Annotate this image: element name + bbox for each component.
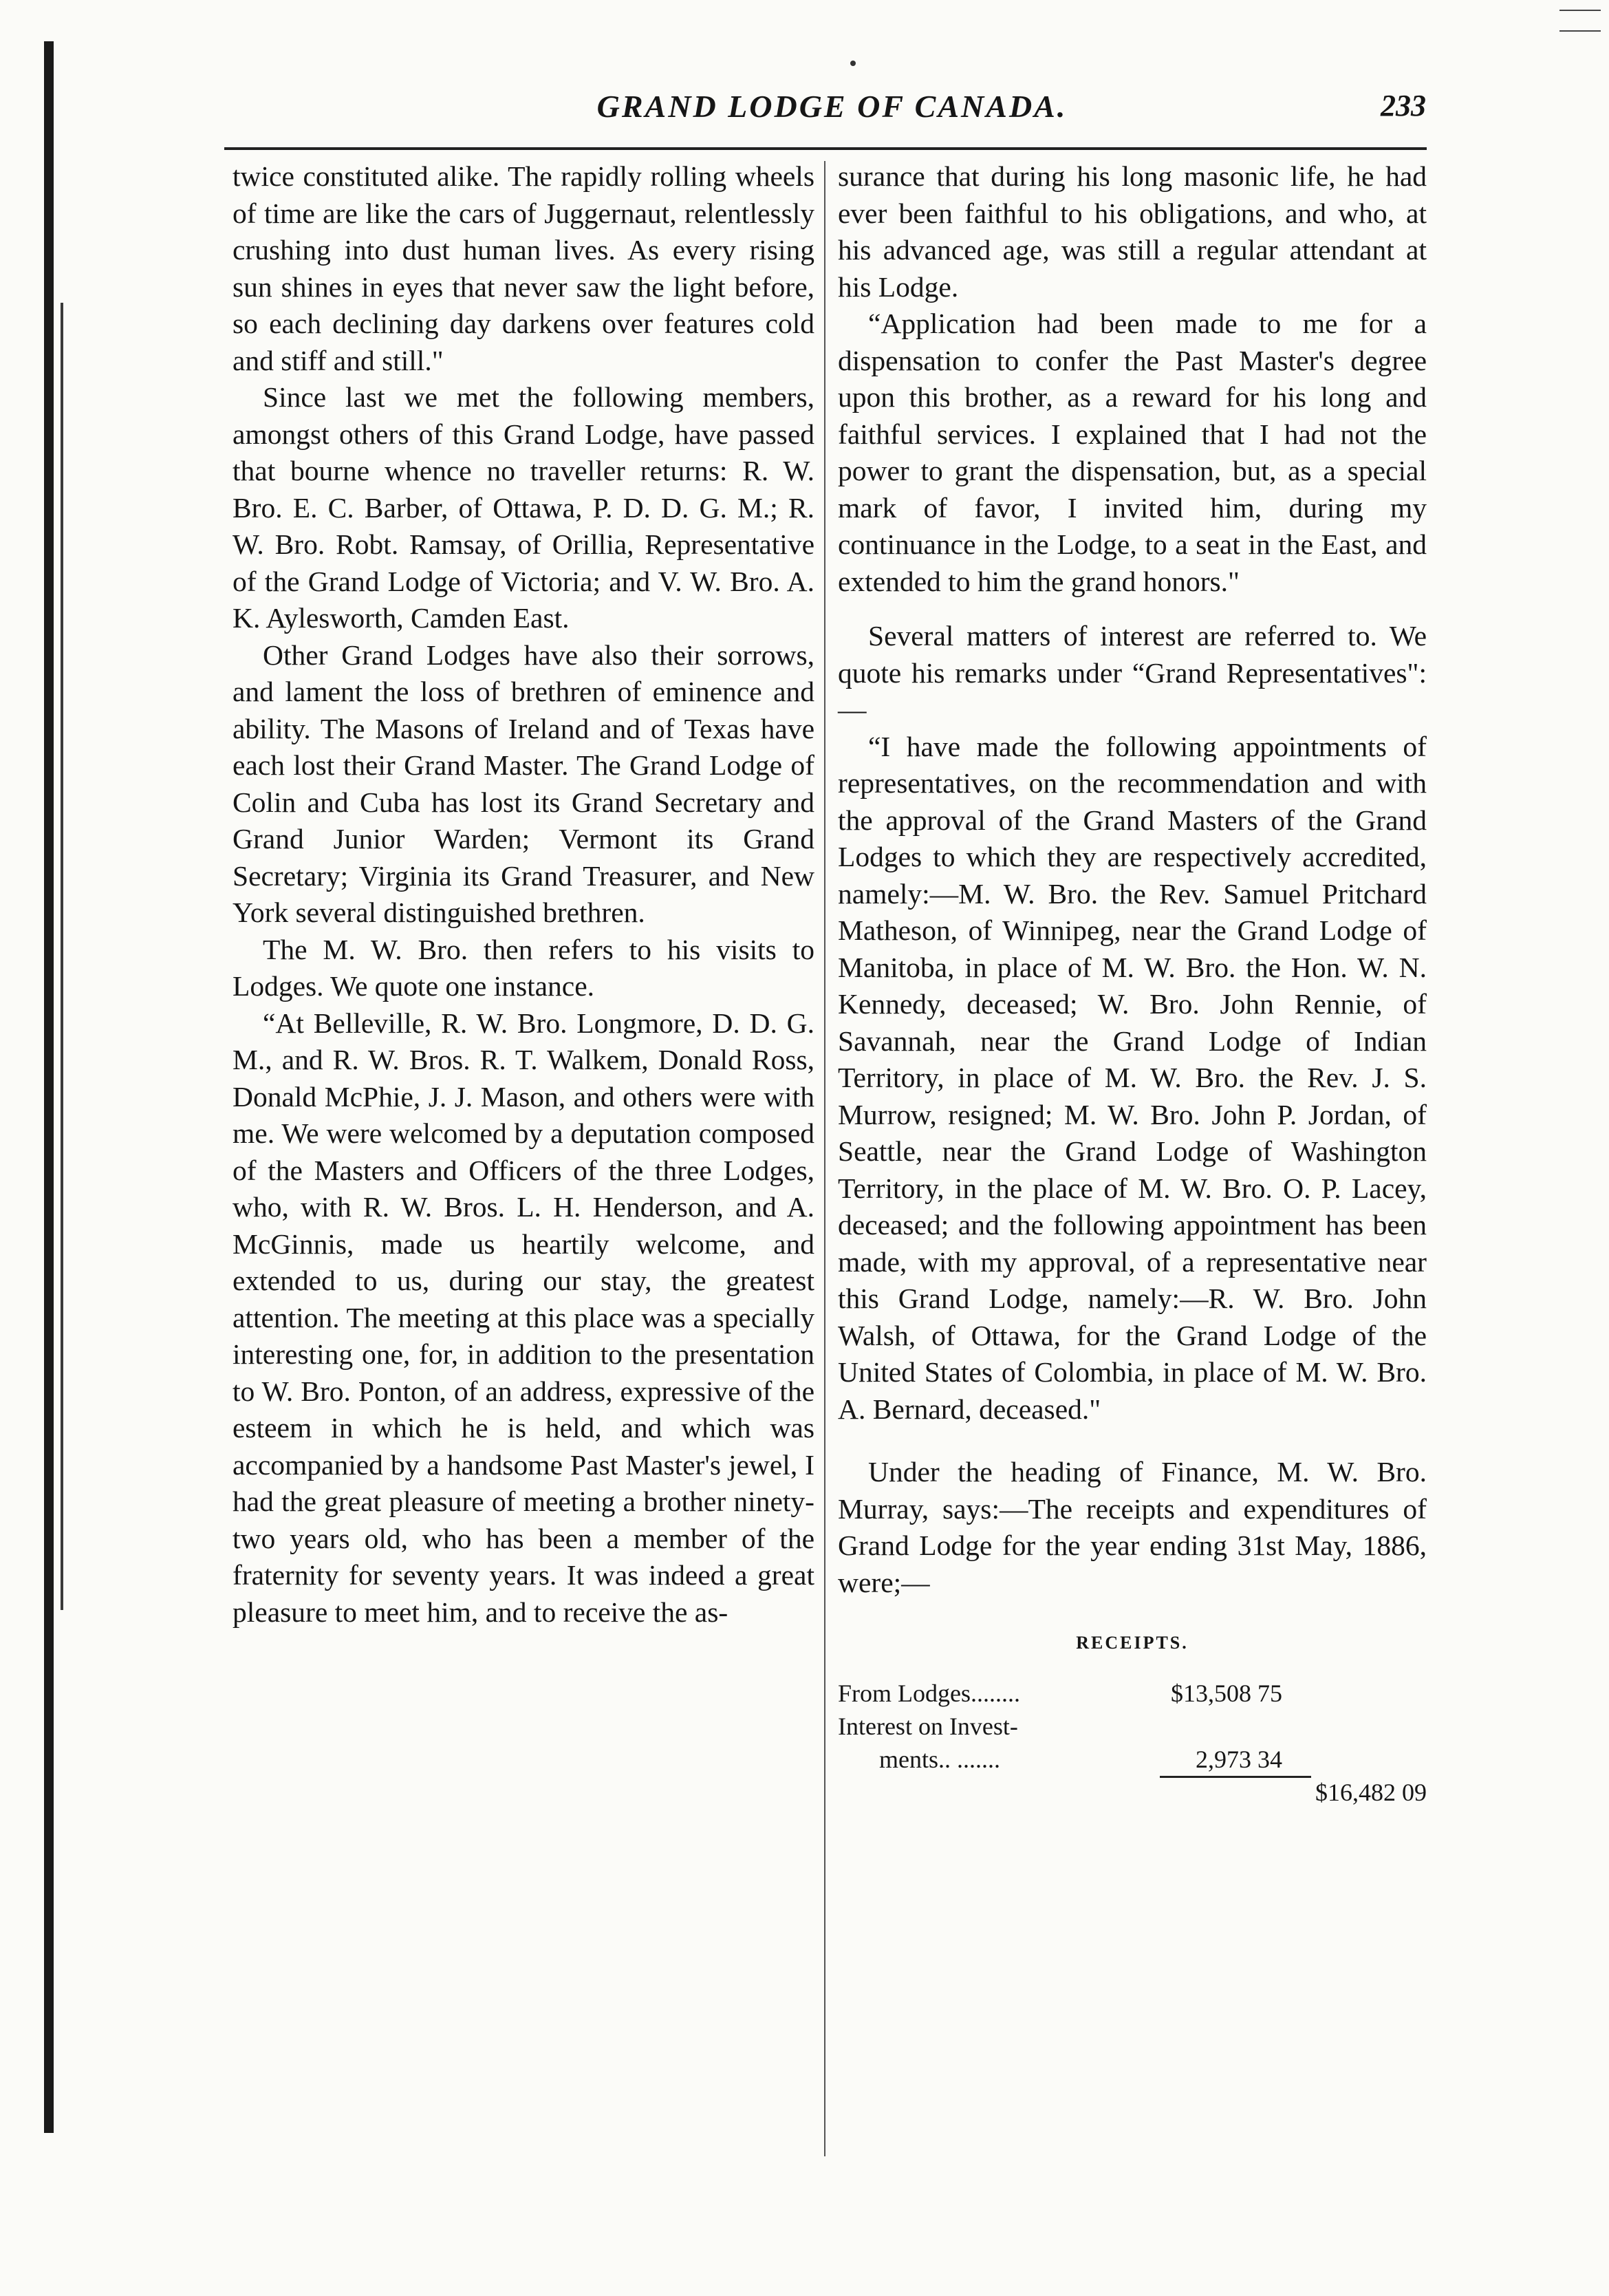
ledger-label: From Lodges........ [838,1679,1020,1707]
ledger-total-row [838,1776,1427,1809]
page-number: 233 [1381,89,1426,122]
corner-mark [1559,30,1601,32]
receipts-heading: RECEIPTS. [1076,1633,1189,1653]
paragraph: Other Grand Lodges have also their sorrows, and lament the loss of brethren of eminence and ability. The Masons of Ireland and of Texas have each lost their Grand Master. The Grand Lodge of Colin and Cuba has lost its Grand Secretary and Grand Junior Warden; Vermont its Grand Secretary; Virginia its Grand Treasurer, and New York several distinguished brethren. [233,639,814,928]
ledger-label: ments.. ....... [879,1745,1000,1773]
right-column [838,158,1427,1809]
print-dot [850,61,856,66]
corner-mark [1559,10,1601,11]
paragraph: “At Belleville, R. W. Bro. Longmore, D. D. G. M., and R. W. Bros. R. T. Walkem, Donald Ross, Donald McPhie, J. J. Mason, and others were with me. We were welcomed by a deputation composed of the Masters and Officers of the three Lodges, who, with R. W. Bros. L. H. Henderson, and A. McGinnis, made us heartily welcome, and extended to us, during our stay, the greatest attention. The meeting at this place was a specially interesting one, for, in addition to the presentation to W. Bro. Ponton, of an address, expressive of the esteem in which he is held, and which was accompanied by a handsome Past Master's jewel, I had the great pleasure of meeting a brother ninety-two years old, who has been a member of the fraternity for seventy years. It was indeed a great pleasure to meet him, and to receive the as- [233,1007,814,1628]
paragraph: Since last we met the following members, amongst others of this Grand Lodge, have passed that bourne whence no traveller returns: R. W. Bro. E. C. Barber, of Ottawa, P. D. D. G. M.; R. W. Bro. Robt. Ramsay, of Orillia, Representative of the Grand Lodge of Victoria; and V. W. Bro. A. K. Aylesworth, Camden East. [233,381,814,634]
ledger-total: $16,482 09 [1315,1778,1427,1806]
paragraph: Several matters of interest are referred to. We quote his remarks under “Grand Representatives":— [838,620,1427,725]
paragraph: twice constituted alike. The rapidly rolling wheels of time are like the cars of Juggernaut, relentlessly crushing into dust human lives. As every rising sun shines in eyes that never saw the light before, so each declining day darkens over features cold and stiff and still." [233,160,814,376]
ledger-row [838,1677,1427,1710]
ledger-amount: $13,508 75 [1171,1679,1282,1707]
paragraph: The M. W. Bro. then refers to his visits to Lodges. We quote one instance. [233,933,814,1002]
total-rule [1160,1776,1311,1809]
ledger-row [838,1743,1427,1776]
left-column [233,158,814,1631]
header-rule [224,147,1427,150]
paragraph: surance that during his long masonic life, he had ever been faithful to his obligations, and who, at his advanced age, was still a regular attendant at his Lodge. [838,160,1427,303]
binding-edge [44,41,54,2133]
binding-edge-line [61,303,63,1610]
paragraph: “Application had been made to me for a dispensation to confer the Past Master's degree upon this brother, as a reward for his long and faithful services. I explained that I had not the power to grant the dispensation, but, as a special mark of favor, I invited him, during my continuance in the Lodge, to a seat in the East, and extended to him the grand honors." [838,308,1427,597]
ledger-amount: 2,973 34 [1196,1745,1282,1773]
running-title: GRAND LODGE OF CANADA. [596,89,1068,124]
ledger-row [838,1710,1427,1743]
ledger-label: Interest on Invest- [838,1712,1018,1740]
receipts-ledger [838,1677,1427,1809]
paragraph: Under the heading of Finance, M. W. Bro. Murray, says:—The receipts and expenditures of Grand Lodge for the year ending 31st May, 1886, were;— [838,1456,1427,1598]
paragraph: “I have made the following appointments of representatives, on the recommendation and with the approval of the Grand Masters of the Grand Lodges to which they are respectively accredited, namely:—M. W. Bro. the Rev. Samuel Pritchard Matheson, of Winnipeg, near the Grand Lodge of Manitoba, in place of M. W. Bro. the Hon. W. N. Kennedy, deceased; W. Bro. John Rennie, of Savannah, near the Grand Lodge of Indian Territory, in place of M. W. Bro. the Rev. J. S. Murrow, resigned; M. W. Bro. John P. Jordan, of Seattle, near the Grand Lodge of Washington Territory, in the place of M. W. Bro. O. P. Lacey, deceased; and the following appointment has been made, with my approval, of a representative near this Grand Lodge, namely:—R. W. Bro. John Walsh, of Ottawa, for the Grand Lodge of the United States of Colombia, in place of M. W. Bro. A. Bernard, deceased." [838,730,1427,1425]
column-divider [824,161,825,2156]
